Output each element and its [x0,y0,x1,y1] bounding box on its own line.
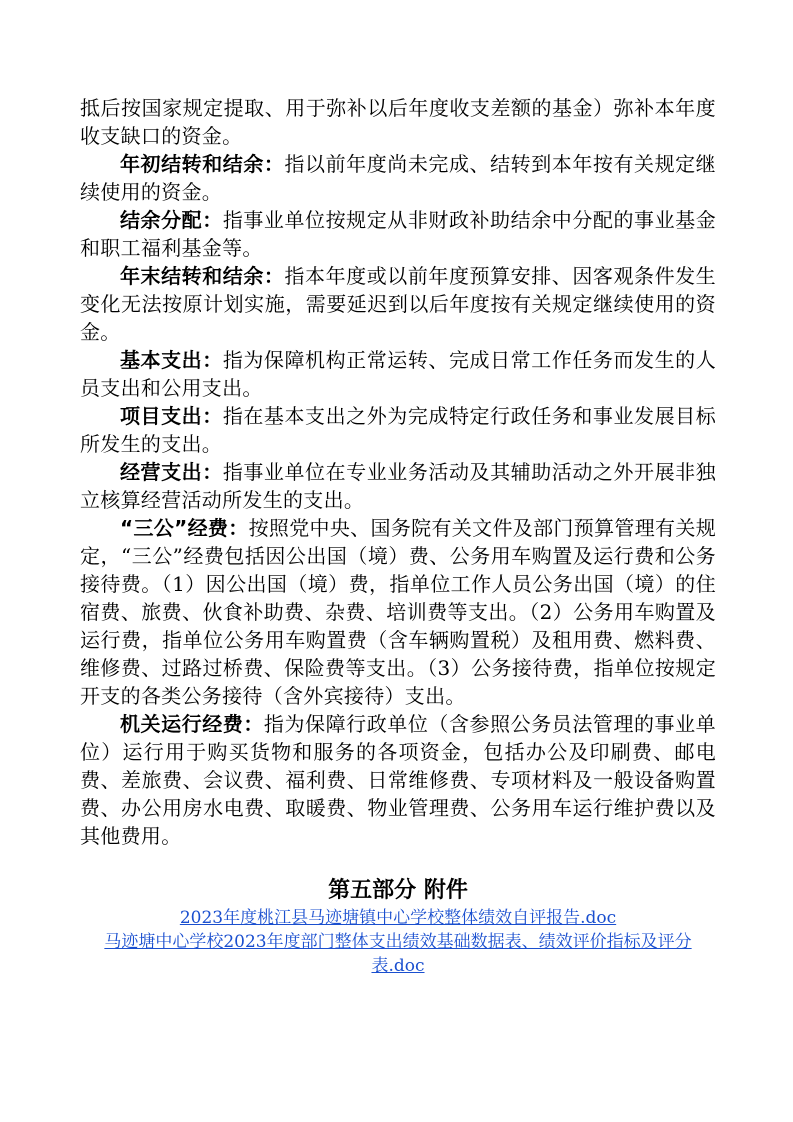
attachment-link-self-evaluation-report[interactable]: 2023年度桃江县马迹塘镇中心学校整体绩效自评报告.doc [179,908,617,928]
term-label: 经营支出： [120,460,223,484]
paragraph-agency-operating-funds [80,710,716,850]
term-label: 基本支出： [120,348,223,372]
paragraph-opening-balance [80,150,716,206]
section-title: 第五部分 附件 [328,878,468,903]
term-definition: 指本年度或以前年度预算安排、因客观条件发生变化无法按原计划实施，需要延迟到以后年度按有关规定继续使用的资金。 [80,264,716,344]
attachment-link-performance-data-table[interactable]: 马迹塘中心学校2023年度部门整体支出绩效基础数据表、绩效评价指标及评分表.doc [104,932,692,976]
term-definition: 指在基本支出之外为完成特定行政任务和事业发展目标所发生的支出。 [80,404,717,456]
term-definition: 按照党中央、国务院有关文件及部门预算管理有关规定，“三公”经费包括因公出国（境）费、公务用车购置及运行费和公务接待费。（1）因公出国（境）费，指单位工作人员公务出国（境）的住宿费、旅费、伙食补助费、杂费、培训费等支出。（2）公务用车购置及运行费，指单位公务用车购置费（含车辆购置税）及租用费、燃料费、维修费、过路过桥费、保险费等支出。（3）公务接待费，指单位按规定开支的各类公务接待（含外宾接待）支出。 [80,516,716,708]
term-label: 年末结转和结余： [120,264,285,288]
paragraph-project-expenditure [80,402,716,458]
document-page [80,94,716,978]
paragraph-three-public-funds [80,514,716,710]
term-definition: 指以前年度尚未完成、结转到本年按有关规定继续使用的资金。 [80,152,716,204]
paragraph-surplus-distribution [80,206,716,262]
paragraph-closing-balance [80,262,716,346]
term-definition: 指为保障行政单位（含参照公务员法管理的事业单位）运行用于购买货物和服务的各项资金，包括办公及印刷费、邮电费、差旅费、会议费、福利费、日常维修费、专项材料及一般设备购置费、办公用房水电费、取暖费、物业管理费、公务用车运行维护费以及其他费用。 [80,712,716,848]
term-definition: 指事业单位按规定从非财政补助结余中分配的事业基金和职工福利基金等。 [80,208,717,260]
paragraph-basic-expenditure [80,346,716,402]
term-label: 年初结转和结余： [120,152,285,176]
paragraph-text: 抵后按国家规定提取、用于弥补以后年度收支差额的基金）弥补本年度收支缺口的资金。 [80,96,716,148]
term-definition: 指事业单位在专业业务活动及其辅助活动之外开展非独立核算经营活动所发生的支出。 [80,460,717,512]
term-label: “三公”经费： [120,516,249,540]
paragraph-continued [80,94,716,150]
term-definition: 指为保障机构正常运转、完成日常工作任务而发生的人员支出和公用支出。 [80,348,717,400]
term-label: 结余分配： [120,208,223,232]
term-label: 机关运行经费： [120,712,264,736]
paragraph-operating-expenditure [80,458,716,514]
term-label: 项目支出： [120,404,223,428]
